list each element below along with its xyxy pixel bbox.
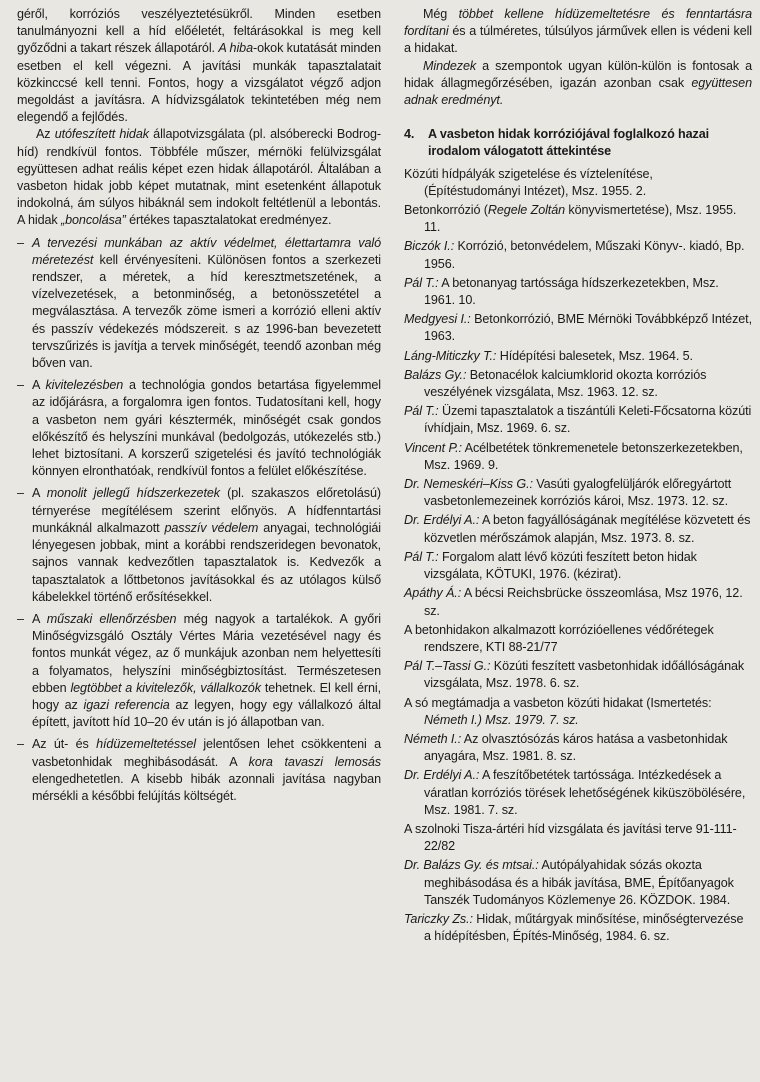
emphasis-text: Biczók I.:	[404, 239, 455, 254]
reference-entry	[404, 549, 752, 583]
emphasis-text: Dr. Balázs Gy. és mtsai.:	[404, 858, 539, 873]
dash-bullet: –	[17, 378, 24, 393]
reference-entry	[404, 857, 752, 909]
dash-bullet: –	[17, 235, 24, 250]
emphasis-text: műszaki ellenőrzésben	[46, 611, 177, 626]
text-run: Az olvasztósózás káros hatása a vasbetonhidak anyagára, Msz. 1981. 8. sz.	[424, 731, 728, 764]
recommendation-list	[17, 235, 381, 806]
text-run: Közúti hídpályák szigetelése és víztelenítése, (Építéstudományi Intézet), Msz. 1955. 2.	[404, 166, 653, 198]
paragraph-hidvizsgalat	[17, 6, 381, 126]
dash-bullet: –	[17, 486, 24, 501]
emphasis-text: legtöbbet a kivitelezők, vállalkozók	[70, 680, 261, 695]
emphasis-text: Vincent P.:	[404, 440, 462, 455]
reference-entry	[404, 821, 752, 855]
right-column	[404, 6, 752, 945]
text-run: Forgalom alatt lévő közúti feszített beton hidak vizsgálata, KÖTUKI, 1976. (kézirat).	[424, 549, 697, 582]
reference-entry	[404, 166, 752, 200]
text-run: A	[32, 611, 47, 626]
emphasis-text: Dr. Nemeskéri–Kiss G.:	[404, 477, 533, 492]
text-run: Hídépítési balesetek, Msz. 1964. 5.	[496, 348, 693, 363]
emphasis-text: Dr. Erdélyi A.:	[404, 513, 480, 528]
text-run: Betonacélok kalciumklorid okozta korróziós veszélyének vizsgálata, Msz. 1963. 12. sz.	[424, 367, 707, 400]
text-run: Vasúti gyalogfelüljárók előregyártott vasbetonlemezeinek korróziós károi, Msz. 1973. 12. sz.	[424, 477, 732, 509]
reference-list	[404, 166, 752, 946]
emphasis-text: Medgyesi I.:	[404, 312, 471, 327]
emphasis-text: Pál T.:	[404, 549, 439, 564]
text-run: A	[32, 486, 47, 501]
emphasis-text: A hiba	[218, 41, 253, 56]
reference-entry	[404, 275, 752, 309]
section-title: A vasbeton hidak korróziójával foglalkozó hazai irodalom válogatott áttekintése	[428, 127, 710, 159]
emphasis-text: Balázs Gy.:	[404, 367, 467, 382]
reference-entry	[404, 767, 752, 819]
dash-bullet: –	[17, 611, 24, 626]
reference-entry	[404, 622, 752, 656]
text-run: Korrózió, betonvédelem, Műszaki Könyv-. kiadó, Bp. 1956.	[424, 239, 745, 271]
reference-entry	[404, 238, 752, 272]
dash-bullet: –	[17, 737, 24, 752]
list-item	[17, 235, 381, 373]
text-run: A betonhidakon alkalmazott korrózióellenes védőrétegek rendszere, KTI 88-21/77	[404, 622, 714, 654]
text-run: A feszítőbetétek tartóssága. Intézkedések a váratlan korróziós törések lehetőségének kiküszöbölésére, Msz. 1981. 7. sz.	[424, 768, 746, 817]
text-run: A	[32, 378, 46, 393]
text-run: A beton fagyállóságának megítélése közvetett és közvetlen mérőszámok alapján, Msz. 1973. 8. sz.	[424, 513, 751, 545]
emphasis-text: hídüzemeltetéssel	[96, 737, 196, 752]
text-run: kell érvényesíteni. Különösen fontos a szerkezeti rendszer, a méretek, a híd keresztmetszetének, a vízelvezetések, a betonminőség, a betonösszetétel a megválasztása. A tervezők zöme ismeri a korrózió elleni aktív és passzív védekezés módszereit. s az 1996-ban bevezetett tervszűrizés is javítja a tervek minőségét, teendő azonban még bőven van.	[32, 252, 381, 371]
emphasis-text: Pál T.:	[404, 404, 439, 419]
reference-entry	[404, 476, 752, 510]
text-run: és a túlméretes, túlsúlyos járművek ellen is védeni kell a hidakat.	[404, 24, 752, 56]
text-run: Az út- és	[32, 737, 97, 752]
reference-entry	[404, 512, 752, 546]
reference-entry	[404, 695, 752, 729]
emphasis-text: igazi referencia	[83, 697, 170, 712]
reference-entry	[404, 202, 752, 236]
emphasis-text: „boncolása”	[61, 213, 126, 228]
emphasis-text: passzív védelem	[164, 520, 259, 535]
emphasis-text: A tervezési munkában az aktív védelmet, élettartamra való méretezést	[32, 235, 381, 267]
text-run: anyagai, technológiái lényegesen jobbak, mint a korábbi rendszeridegen bevonatok, sajnos vannak kedvezőtlen tapasztalatok is. Kedvezők a tapasztalatok a lőttbetonos javításokkal és az utólagos külső kábelekkel történő erősítésekkel.	[32, 520, 381, 604]
emphasis-text: monolit jellegű hídszerkezetek	[46, 486, 220, 501]
text-run: géről, korróziós veszélyeztetésükről. Minden esetben tanulmányozni kell a híd előéletét, feltárásokkal is meg kell győződni a takart részek állapotáról.	[17, 7, 381, 56]
text-run: Autópályahidak sózás okozta meghibásodása és a hibák javítása, BME, Építőanyagok Tanszék Tudományos Közlemenye 26. KÖZDOK. 1984.	[424, 858, 734, 907]
emphasis-text: Tariczky Zs.:	[404, 911, 473, 926]
reference-entry	[404, 348, 752, 365]
emphasis-text: kora tavaszi lemosás	[248, 754, 381, 769]
emphasis-text: Németh I.) Msz. 1979. 7. sz.	[424, 712, 579, 727]
text-run: A bécsi Reichsbrücke összeomlása, Msz 1976, 12. sz.	[424, 586, 743, 618]
paragraph-hiduzemeltetes	[404, 6, 752, 58]
paragraph-mindezek	[404, 58, 752, 110]
emphasis-text: Mindezek	[423, 58, 477, 73]
text-run: még nagyok a tartalékok. A győri Minőségvizsgáló Osztály Vértes Mária vezetésével nagy és fontos munkát végez, az ő munkájuk azonban nem helyettesíti a folyamatos, helyszíni minőségbiztosítást. Természetesen ebben	[32, 611, 381, 695]
emphasis-text: Pál T.–Tassi G.:	[404, 659, 491, 674]
emphasis-text: Németh I.:	[404, 731, 462, 746]
text-run: A betonanyag tartóssága hídszerkezetekben, Msz. 1961. 10.	[424, 275, 719, 308]
text-run: Közúti feszített vasbetonhidak időállóságának vizsgálata, Msz. 1978. 6. sz.	[424, 659, 745, 691]
text-run: Betonkorrózió (	[404, 203, 488, 218]
text-run: A szolnoki Tisza-ártéri híd vizsgálata és javítási terve 91-111-22/82	[404, 821, 737, 854]
text-run: Üzemi tapasztalatok a tiszántúli Keleti-Főcsatorna közúti ívhídjain, Msz. 1969. 6. sz.	[424, 404, 752, 436]
text-run: Még	[423, 7, 459, 21]
emphasis-text: többet kellene hídüzemeltetésre és fenntartásra fordítani	[404, 7, 752, 39]
list-item	[17, 377, 381, 480]
list-item	[17, 485, 381, 605]
list-item	[17, 736, 381, 805]
emphasis-text: együttesen adnak eredményt.	[404, 75, 752, 108]
reference-entry	[404, 731, 752, 765]
emphasis-text: kivitelezésben	[45, 378, 124, 393]
left-column	[17, 6, 381, 805]
emphasis-text: Pál T.:	[404, 275, 439, 290]
text-run: -okok kutatását minden esetben el kell végezni. A javítási munkák tapasztalatait közkinccsé kell tenni. Fontos, hogy a vizsgálatot végző adjon megoldást a javításra. A hídvizsgálatok tekintetében még nem elegendő a fejlődés.	[17, 41, 381, 125]
section-heading	[404, 126, 752, 160]
text-run: A só megtámadja a vasbeton közúti hidakat (Ismertetés:	[404, 695, 712, 710]
reference-entry	[404, 440, 752, 474]
emphasis-text: Dr. Erdélyi A.:	[404, 768, 480, 783]
emphasis-text: Apáthy Á.:	[404, 586, 462, 601]
emphasis-text: Regele Zoltán	[487, 203, 566, 218]
text-run: jelentősen lehet csökkenteni a vasbetonhidak meghibásodását. A	[32, 737, 381, 769]
text-run: elengedhetetlen. A kisebb hibák azonnali javítása nagyban mérsékli a későbbi felújítás költségét.	[32, 771, 381, 803]
reference-entry	[404, 658, 752, 692]
emphasis-text: Láng-Miticzky T.:	[404, 348, 497, 363]
text-run: Hidak, műtárgyak minősítése, minőségtervezése a hídépítésben, Építés-Minőség, 1984. 6. sz.	[424, 911, 744, 944]
emphasis-text: utófeszített hidak	[54, 127, 149, 142]
text-run: könyvismertetése), Msz. 1955. 11.	[424, 203, 737, 235]
reference-entry	[404, 403, 752, 437]
paragraph-utofeszitett-hidak	[17, 126, 381, 229]
text-run: az legyen, hogy egy vállalkozó által épített, javított híd 10–20 év után is jó állapotban van.	[32, 697, 381, 730]
text-run: tehetnek. El kell érni, hogy az	[32, 680, 381, 712]
text-run: állapotvizsgálata (pl. alsóberecki Bodrog-híd) rendkívül fontos. Többféle műszer, mérnöki felülvizsgálat együttesen adhat reális képet ezen hidak állapotáról. Általában a vasbeton hidak jobb képet mutatnak, mint esetenként állapotuk indokolná, ám súlyos hibáknál sem indokolt feltétlenül a lebontás. A hidak	[17, 127, 382, 228]
reference-entry	[404, 311, 752, 345]
reference-entry	[404, 911, 752, 945]
reference-entry	[404, 367, 752, 401]
text-run: a technológia gondos betartása figyelemmel az időjárásra, a forgalomra igen fontos. Tudatosítani kell, hogy a vasbeton nem gyári késztermék, minőségét csak gondos előkészítő és helyszíni munkával (bedolgozás, utókezelés stb.) lehet biztosítani. A korszerű szigetelési és javító technológiák könnyen elronthatóak, rendkívül fontos a felület előkészítése.	[32, 378, 381, 479]
text-run: Acélbetétek tönkremenetele betonszerkezetekben, Msz. 1969. 9.	[424, 440, 743, 472]
section-number: 4.	[404, 127, 415, 142]
list-item	[17, 611, 381, 731]
reference-entry	[404, 585, 752, 619]
text-run: Betonkorrózió, BME Mérnöki Továbbképző Intézet, 1963.	[424, 312, 752, 344]
text-run: Az	[36, 127, 55, 142]
text-run: (pl. szakaszos előretolású) térnyerése megítélésem szerint előnyös. A hídfenntartási munkáknál alkalmazott	[32, 486, 381, 535]
text-run: a szempontok ugyan külön-külön is fontosak a hidak állagmegőrzésében, igazán azonban csak	[404, 58, 752, 90]
text-run: értékes tapasztalatokat eredményez.	[125, 213, 332, 228]
